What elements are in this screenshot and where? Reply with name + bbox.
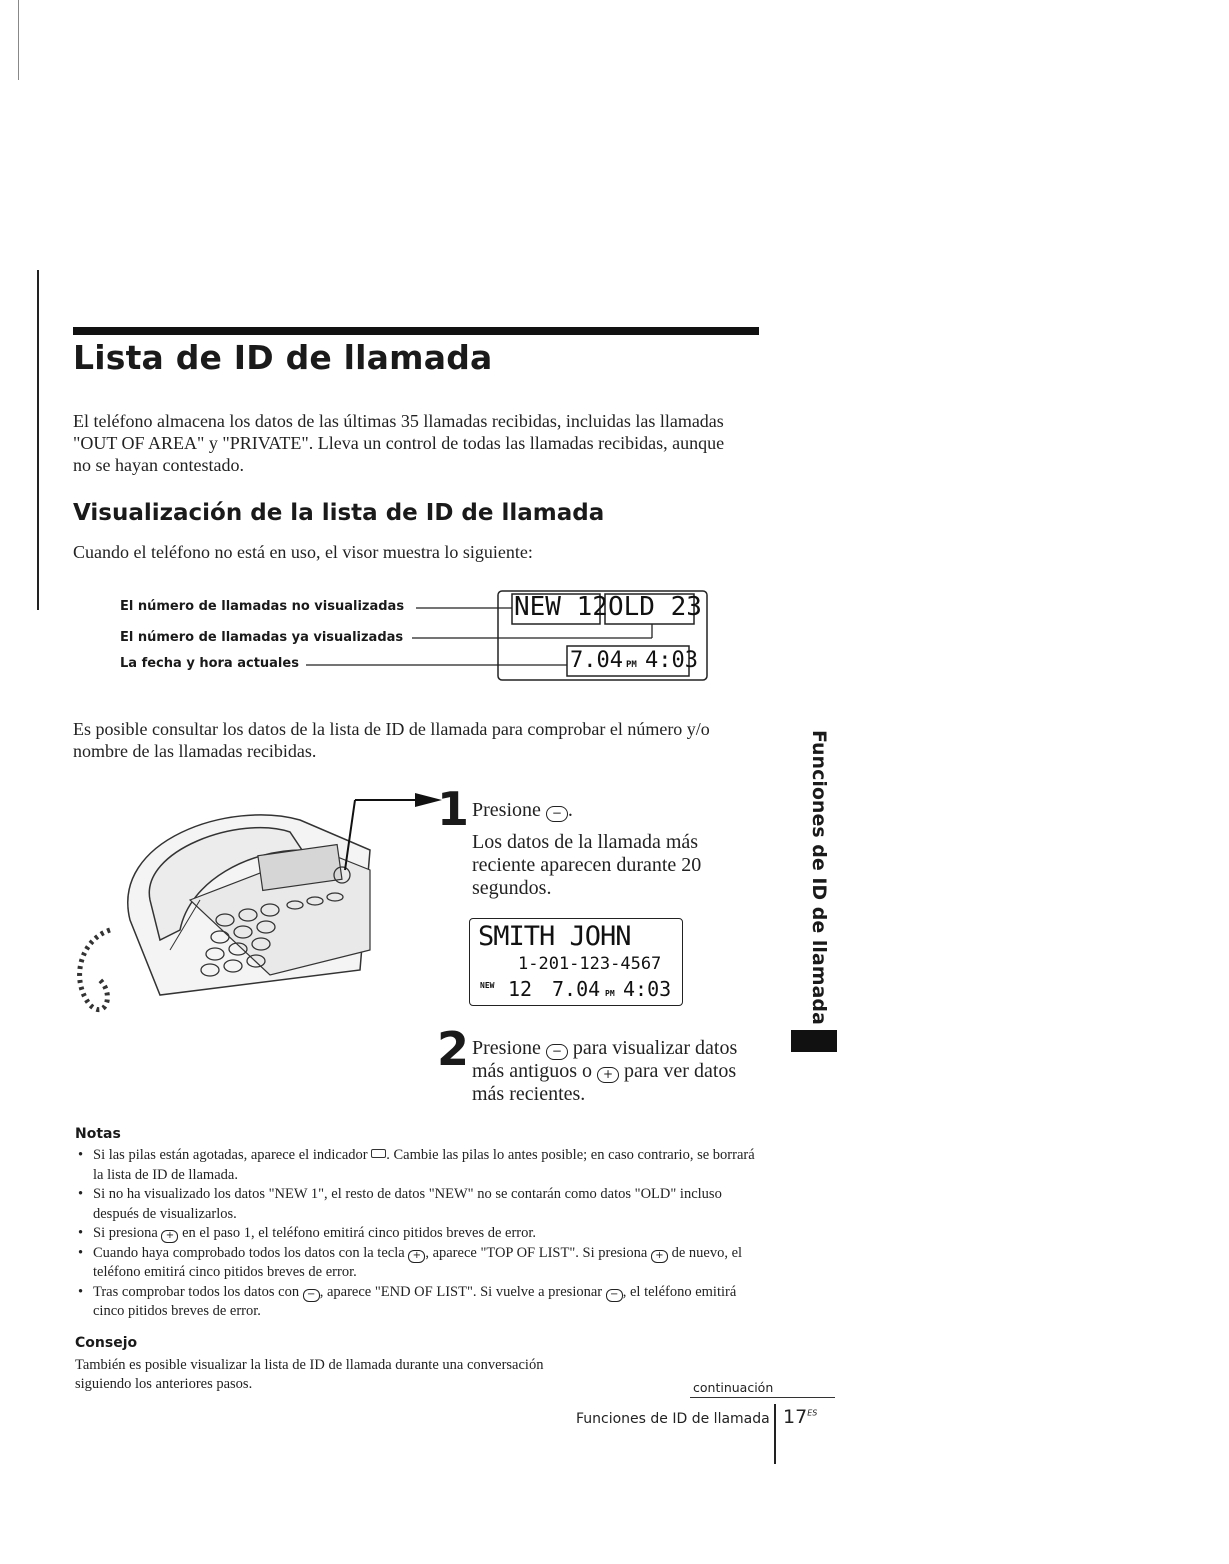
step-2-action-text: Presione [472,1037,541,1059]
notes-list [77,1146,757,1322]
intro-paragraph: El teléfono almacena los datos de las últimas 35 llamadas recibidas, incluidas las llamadas "OUT OF AREA" y "PRIVATE". Lleva un control de todas las llamadas recibidas, aunque no se hayan contestado. [73,411,725,475]
notes-heading: Notas [75,1126,121,1142]
side-tab [770,730,836,1030]
callout-label-viewed: El número de llamadas ya visualizadas [120,630,404,645]
subsection-lead: Cuando el teléfono no está en uso, el visor muestra lo siguiente: [73,542,533,562]
side-tab-marker [791,1030,837,1052]
footer-divider [774,1404,776,1464]
display-diagram [120,588,720,688]
section-rule [73,327,759,335]
minus-button-icon: − [546,1044,568,1060]
step-2-action-end: para ver datos más recientes. [472,1060,737,1105]
page-title: Lista de ID de llamada [73,338,493,377]
callout-label-datetime: La fecha y hora actuales [120,656,299,671]
step-1-action [472,799,573,822]
page-number: $17^{ES}$ [783,1406,818,1428]
note-item: • Si no ha visualizado los datos "NEW 1", el resto de datos "NEW" no se contarán como datos "OLD" incluso después de visualizarlos. [93,1185,757,1224]
lcd-time: 4:03 [645,648,698,673]
plus-button-icon: + [161,1230,178,1243]
caller-name: SMITH JOHN [478,921,631,952]
caller-new-tag: NEW [480,981,495,990]
scan-edge-mark [37,270,39,610]
caller-id-display [469,918,683,1006]
footer-section-name: Funciones de ID de llamada [576,1411,770,1427]
lcd-date: 7.04 [570,648,623,673]
lcd-old-count: OLD 23 [608,592,702,622]
telephone-illustration [70,780,450,1030]
step-1-detail: Los datos de la llamada más reciente aparecen durante 20 segundos. [472,831,702,899]
caller-ampm: PM [605,989,615,998]
scan-edge-mark [18,0,19,80]
callout-label-unviewed: El número de llamadas no visualizadas [120,599,405,614]
lcd-ampm: PM [626,660,637,670]
step-2-action-middle: para visualizar datos más antiguos o [472,1037,738,1082]
caller-date: 7.04 [552,977,601,1001]
subsection-title: Visualización de la lista de ID de llamada [73,500,605,526]
tip-text: También es posible visualizar la lista de ID de llamada durante una conversación siguiendo los anteriores pasos. [75,1357,544,1392]
plus-button-icon: + [408,1250,425,1263]
plus-button-icon: + [651,1250,668,1263]
step-2-number: 2 [437,1022,470,1076]
continued-label: continuación [693,1380,774,1395]
caller-number: 1-201-123-4567 [518,954,662,974]
step-1-number: 1 [437,782,470,836]
step-2-action [472,1037,747,1106]
step-1-action-text: Presione [472,799,541,821]
note-item: • Cuando haya comprobado todos los datos con la tecla + , aparece "TOP OF LIST". Si presiona + de nuevo, el teléfono emitirá cinco pitidos breves de error. [93,1244,757,1283]
minus-button-icon: − [546,806,568,822]
battery-low-icon [371,1149,386,1158]
lcd-new-count: NEW 12 [514,592,608,622]
note-item: • Tras comprobar todos los datos con − , aparece "END OF LIST". Si vuelve a presionar − , el teléfono emitirá cinco pitidos breves de error. [93,1283,757,1322]
minus-button-icon: − [303,1289,320,1302]
note-item: • Si presiona + en el paso 1, el teléfono emitirá cinco pitidos breves de error. [93,1224,757,1244]
step-1-action-end: . [567,799,573,821]
continued-rule [690,1397,835,1398]
note-item: • Si las pilas están agotadas, aparece el indicador . Cambie las pilas lo antes posible; en caso contrario, se borrará la lista de ID de llamada. [93,1146,757,1185]
side-tab-label: Funciones de ID de llamada [808,730,830,1025]
plus-button-icon: + [597,1067,619,1083]
caller-index: 12 [508,977,533,1001]
consult-paragraph: Es posible consultar los datos de la lista de ID de llamada para comprobar el número y/o nombre de las llamadas recibidas. [73,719,710,761]
tip-heading: Consejo [75,1335,138,1351]
minus-button-icon: − [606,1289,623,1302]
caller-time: 4:03 [623,977,672,1001]
